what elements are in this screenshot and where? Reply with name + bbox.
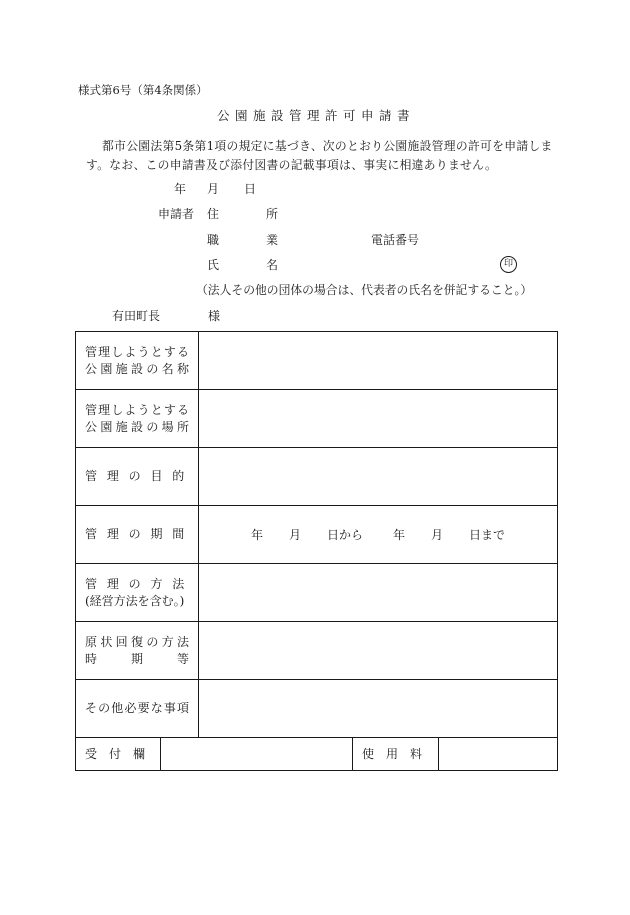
period-day-end: 日まで [469, 528, 506, 542]
row-label-period [76, 506, 199, 564]
address-label-b: 所 [266, 207, 279, 221]
period-month-end: 月 [431, 528, 444, 542]
period-day-start: 日から [326, 528, 363, 542]
facility-name-field[interactable] [199, 332, 558, 390]
occupation-label-a: 職 [207, 233, 220, 247]
table-row [76, 680, 558, 738]
row-label-line: 管 理 の 方 法 [85, 576, 188, 591]
table-row [76, 332, 558, 390]
name-label-b: 名 [266, 258, 279, 272]
other-matters-field[interactable] [199, 680, 558, 738]
row-label-line: 管 理 の 期 間 [85, 527, 188, 541]
row-label-restoration [76, 622, 199, 680]
table-row [76, 622, 558, 680]
row-label-purpose [76, 448, 199, 506]
form-number: 様式第6号（第4条関係） [78, 83, 208, 97]
period-field[interactable] [199, 506, 558, 564]
row-label-line: その他必要な事項 [85, 701, 189, 715]
table-row [76, 390, 558, 448]
reception-field[interactable] [161, 738, 353, 771]
addressee-honorific: 様 [208, 309, 221, 323]
period-year-start: 年 [250, 528, 263, 542]
table-row [76, 506, 558, 564]
method-field[interactable] [199, 564, 558, 622]
row-label-facility-location [76, 390, 199, 448]
date-year: 年 [174, 182, 187, 196]
fee-label [353, 738, 439, 771]
row-label-method [76, 564, 199, 622]
addressee-mayor: 有田町長 [112, 309, 161, 323]
table-row [76, 448, 558, 506]
row-label-line: 公園施設の場所 [85, 419, 189, 434]
reception-label [76, 738, 161, 771]
restoration-field[interactable] [199, 622, 558, 680]
fee-field[interactable] [439, 738, 558, 771]
purpose-field[interactable] [199, 448, 558, 506]
reception-label-text: 受 付 欄 [85, 746, 146, 761]
row-label-facility-name [76, 332, 199, 390]
period-year-end: 年 [393, 528, 406, 542]
row-label-other [76, 680, 199, 738]
date-day: 日 [244, 182, 257, 196]
table-row [76, 564, 558, 622]
row-label-line: 公園施設の名称 [85, 361, 189, 376]
corporate-note: （法人その他の団体の場合は、代表者の氏名を併記すること。） [196, 283, 533, 297]
intro-paragraph: 都市公園法第5条第1項の規定に基づき、次のとおり公園施設管理の許可を申請します。なお、この申請書及び添付図書の記載事項は、事実に相違ありません。 [86, 139, 553, 172]
row-label-line: 管理しようとする [85, 344, 189, 359]
seal-mark: 印 [500, 256, 517, 273]
occupation-label-b: 業 [266, 233, 279, 247]
date-month: 月 [207, 182, 220, 196]
address-label-a: 住 [207, 207, 220, 221]
row-label-line: 時 期 等 [85, 651, 189, 666]
phone-label: 電話番号 [371, 233, 420, 247]
name-label-a: 氏 [207, 258, 220, 272]
applicant-label: 申請者 [158, 207, 195, 221]
row-label-line: 管 理 の 目 的 [85, 469, 188, 483]
facility-location-field[interactable] [199, 390, 558, 448]
application-table [75, 331, 558, 771]
table-row [76, 738, 558, 771]
row-label-line: 原状回復の方法 [85, 634, 189, 649]
row-label-line: (経営方法を含む。) [85, 593, 185, 608]
fee-label-text: 使 用 料 [362, 746, 423, 761]
document-title: 公園施設管理許可申請書 [217, 108, 416, 123]
row-label-line: 管理しようとする [85, 402, 189, 417]
period-month-start: 月 [288, 528, 301, 542]
